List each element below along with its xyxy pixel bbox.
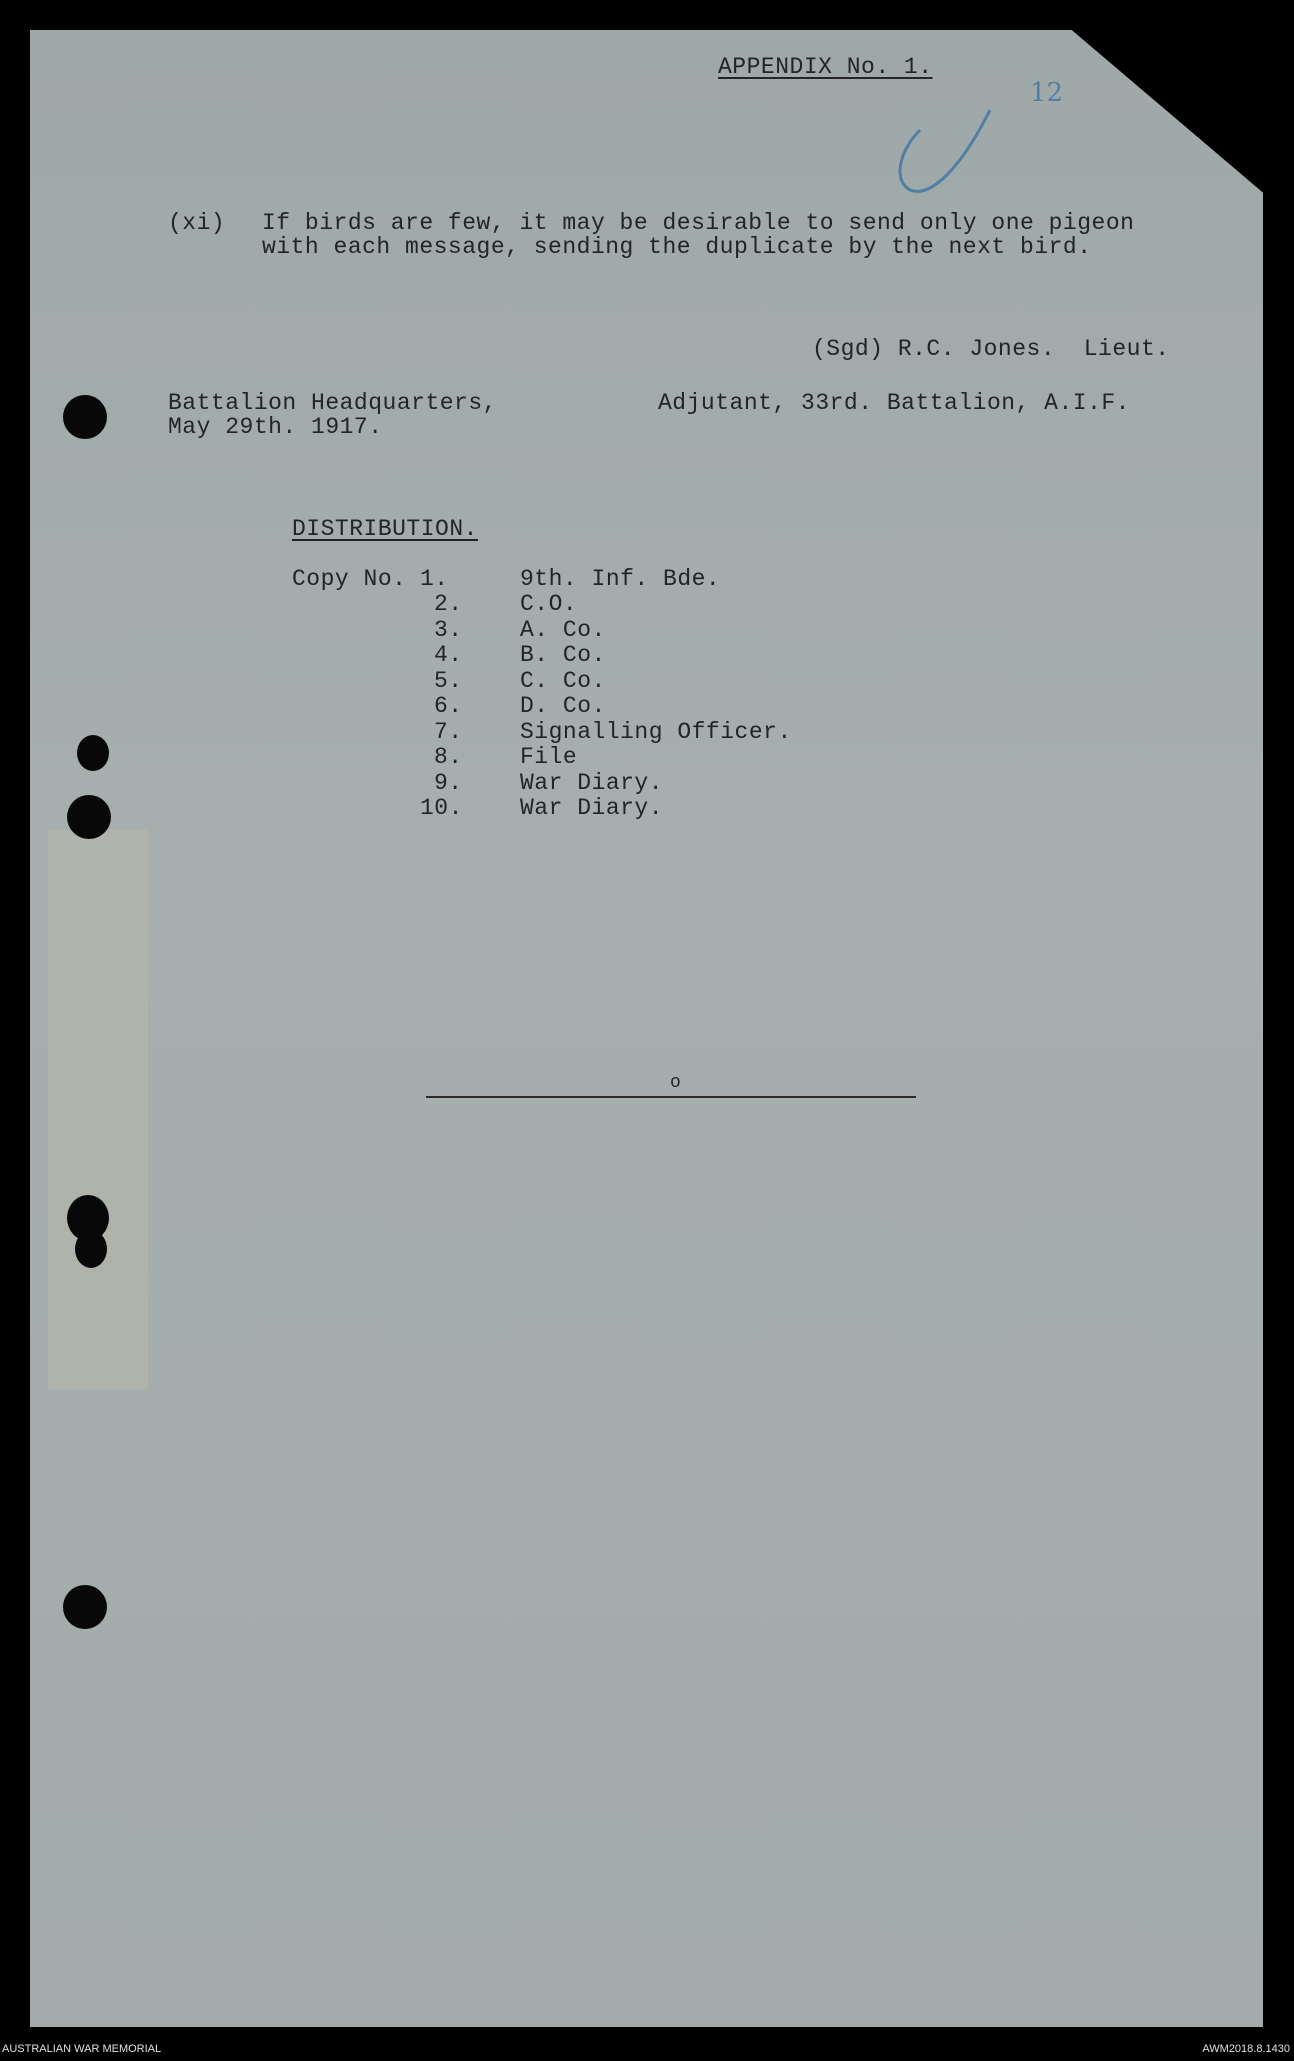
copy-number: 10.	[420, 795, 463, 821]
punch-hole	[63, 1585, 107, 1629]
copy-number: 9.	[434, 770, 463, 796]
punch-hole	[75, 1230, 107, 1268]
end-mark: o	[670, 1073, 682, 1093]
copy-recipient: D. Co.	[520, 693, 606, 719]
end-rule	[426, 1096, 916, 1098]
copy-number: 6.	[434, 693, 463, 719]
folio-number: 12	[1030, 78, 1064, 108]
copy-recipient: War Diary.	[520, 795, 664, 821]
copy-number: 1.	[420, 566, 449, 592]
copy-prefix: Copy No.	[292, 566, 407, 592]
paragraph-number: (xi)	[168, 210, 226, 236]
copy-number: 2.	[434, 591, 463, 617]
distribution-title: DISTRIBUTION.	[292, 516, 478, 542]
copy-number: 7.	[434, 719, 463, 745]
appendix-heading: APPENDIX No. 1.	[718, 54, 933, 80]
paragraph-line: If birds are few, it may be desirable to send only one pigeon	[262, 210, 1135, 236]
copy-recipient: Signalling Officer.	[520, 719, 792, 745]
date-line: May 29th. 1917.	[168, 414, 383, 440]
copy-recipient: 9th. Inf. Bde.	[520, 566, 721, 592]
copy-recipient: B. Co.	[520, 642, 606, 668]
pen-check-mark	[880, 90, 1010, 200]
copy-recipient: C.O.	[520, 591, 578, 617]
place-line: Battalion Headquarters,	[168, 390, 497, 416]
folded-corner	[1067, 30, 1263, 196]
punch-hole	[67, 795, 111, 839]
signature-title: Adjutant, 33rd. Battalion, A.I.F.	[658, 390, 1130, 416]
copy-number: 4.	[434, 642, 463, 668]
footer-archive-name: AUSTRALIAN WAR MEMORIAL	[2, 2043, 162, 2055]
signature-name: (Sgd) R.C. Jones. Lieut.	[812, 336, 1170, 362]
copy-number: 8.	[434, 744, 463, 770]
punch-hole	[77, 735, 109, 771]
punch-hole	[63, 395, 107, 439]
copy-number: 3.	[434, 617, 463, 643]
copy-recipient: War Diary.	[520, 770, 664, 796]
copy-recipient: File	[520, 744, 578, 770]
paragraph-line: with each message, sending the duplicate by the next bird.	[262, 234, 1092, 260]
copy-recipient: C. Co.	[520, 668, 606, 694]
copy-number: 5.	[434, 668, 463, 694]
document-page	[30, 30, 1263, 2027]
copy-recipient: A. Co.	[520, 617, 606, 643]
paper-strip	[48, 830, 148, 1390]
footer-reference: AWM2018.8.1430	[1202, 2043, 1290, 2055]
